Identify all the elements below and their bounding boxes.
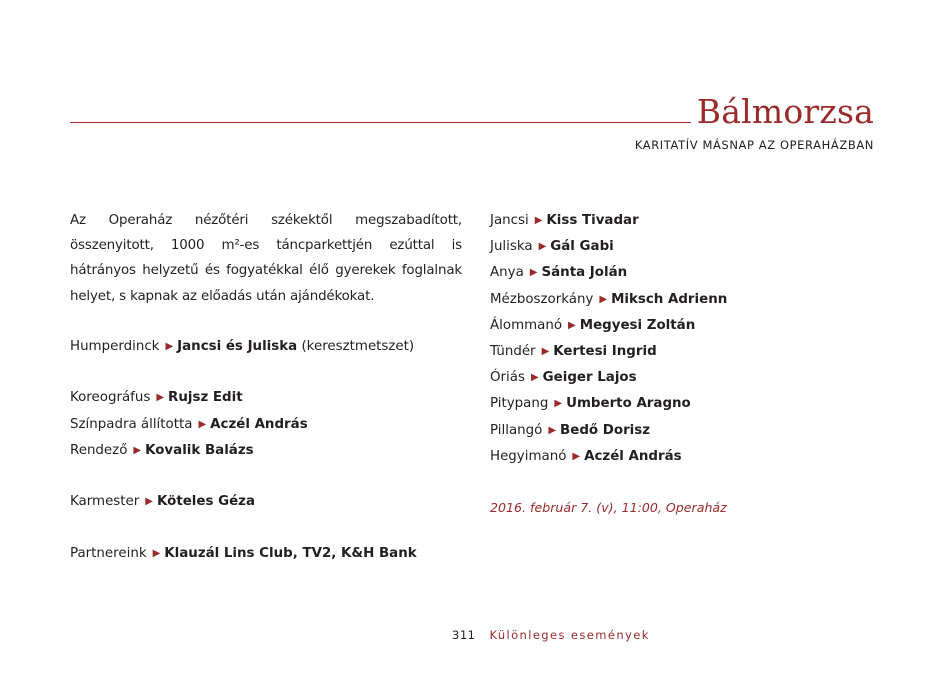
cast-name: Gál Gabi bbox=[550, 239, 614, 255]
spacer bbox=[70, 464, 470, 489]
staff-role: Rendező bbox=[70, 442, 128, 458]
spacer bbox=[70, 515, 470, 540]
triangle-right-icon: ▶ bbox=[568, 319, 576, 331]
staff-role: Koreográfus bbox=[70, 390, 151, 406]
composer: Humperdinck bbox=[70, 339, 160, 354]
cast-row bbox=[490, 260, 880, 286]
performance-date: 2016. február 7. (v), 11:00, Operaház bbox=[490, 500, 727, 516]
staff-name: Kovalik Balázs bbox=[145, 442, 254, 458]
cast-name: Megyesi Zoltán bbox=[579, 317, 696, 333]
cast-name: Miksch Adrienn bbox=[611, 291, 728, 307]
staff-name: Rujsz Edit bbox=[168, 390, 243, 406]
spacer bbox=[490, 470, 880, 495]
cast-role: Mézboszorkány bbox=[490, 291, 594, 307]
page-title: Bálmorzsa bbox=[696, 92, 874, 131]
cast-name: Geiger Lajos bbox=[542, 370, 637, 386]
cast-row bbox=[490, 339, 880, 365]
cast-role: Juliska bbox=[490, 239, 533, 255]
cast-role: Tündér bbox=[490, 344, 536, 360]
staff-line bbox=[70, 385, 470, 411]
cast-row bbox=[490, 418, 880, 444]
intro-paragraph: Az Operaház nézőtéri székektől megszabadított, összenyitott, 1000 m²-es táncparkettjén ezúttal is hátrányos helyzetű és fogyatékkal élő gyerekek foglalnak helyet, s kapnak az előadás után ajándékokat. bbox=[70, 213, 462, 304]
cast-row bbox=[490, 391, 880, 417]
section-name: Különleges események bbox=[489, 628, 650, 642]
triangle-right-icon: ▶ bbox=[145, 496, 153, 508]
triangle-right-icon: ▶ bbox=[541, 346, 550, 358]
cast-role: Álommanó bbox=[490, 317, 563, 333]
triangle-right-icon: ▶ bbox=[572, 450, 581, 462]
conductor-name: Köteles Géza bbox=[156, 494, 256, 510]
page-footer bbox=[452, 628, 650, 642]
cast-row bbox=[490, 444, 880, 470]
cast-row bbox=[490, 313, 880, 339]
conductor-role: Karmester bbox=[70, 494, 140, 510]
triangle-right-icon: ▶ bbox=[156, 392, 165, 404]
cast-list bbox=[490, 208, 880, 520]
cast-role: Jancsi bbox=[490, 213, 529, 228]
staff-line bbox=[70, 412, 470, 438]
triangle-right-icon: ▶ bbox=[133, 444, 142, 456]
triangle-right-icon: ▶ bbox=[538, 241, 547, 253]
triangle-right-icon: ▶ bbox=[548, 424, 557, 436]
cast-role: Óriás bbox=[490, 370, 525, 386]
page-subtitle: KARITATÍV MÁSNAP AZ OPERAHÁZBAN bbox=[634, 138, 874, 152]
staff-name: Aczél András bbox=[210, 416, 308, 432]
partners-line bbox=[70, 541, 470, 567]
triangle-right-icon: ▶ bbox=[534, 215, 543, 226]
work-line bbox=[70, 334, 470, 360]
cast-name: Sánta Jolán bbox=[541, 265, 628, 281]
title-rule bbox=[70, 122, 691, 123]
triangle-right-icon: ▶ bbox=[152, 547, 161, 559]
cast-row bbox=[490, 287, 880, 313]
work-note: (keresztmetszet) bbox=[301, 339, 415, 354]
partners-role: Partnereink bbox=[70, 545, 147, 561]
cast-row bbox=[490, 208, 880, 234]
cast-role: Pitypang bbox=[490, 396, 549, 412]
triangle-right-icon: ▶ bbox=[599, 293, 608, 305]
partners-name: Klauzál Lins Club, TV2, K&H Bank bbox=[164, 545, 417, 561]
triangle-right-icon: ▶ bbox=[165, 341, 174, 352]
staff-role: Színpadra állította bbox=[70, 416, 193, 432]
triangle-right-icon: ▶ bbox=[529, 267, 538, 279]
staff-line bbox=[70, 438, 470, 464]
cast-name: Bedő Dorisz bbox=[560, 422, 651, 438]
cast-role: Pillangó bbox=[490, 422, 543, 438]
cast-row bbox=[490, 234, 880, 260]
cast-name: Umberto Aragno bbox=[566, 396, 691, 412]
conductor-line bbox=[70, 489, 470, 515]
triangle-right-icon: ▶ bbox=[198, 418, 207, 430]
cast-name: Kertesi Ingrid bbox=[553, 344, 657, 360]
triangle-right-icon: ▶ bbox=[554, 398, 563, 410]
work-title: Jancsi és Juliska bbox=[177, 339, 298, 354]
cast-role: Hegyimanó bbox=[490, 448, 567, 464]
triangle-right-icon: ▶ bbox=[530, 372, 539, 384]
spacer bbox=[70, 360, 470, 385]
cast-name: Aczél András bbox=[584, 448, 682, 464]
cast-row bbox=[490, 365, 880, 391]
page-number: 311 bbox=[452, 628, 476, 642]
event-details bbox=[70, 208, 470, 567]
cast-name: Kiss Tivadar bbox=[546, 213, 639, 228]
spacer bbox=[70, 309, 470, 334]
cast-role: Anya bbox=[490, 265, 524, 281]
